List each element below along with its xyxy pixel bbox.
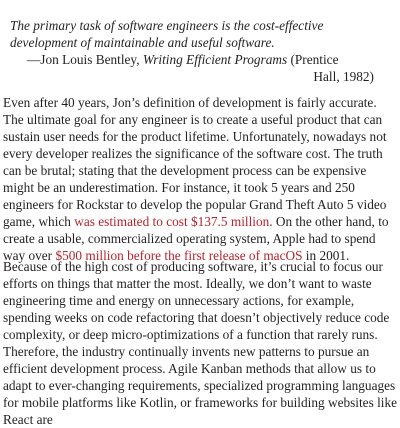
- cost-estimate-link[interactable]: was estimated to cost $137.5 million: [74, 214, 270, 229]
- paragraph-1-text-2: . On the other hand, to create a usable, commercialized operating system, Apple had to spend way over: [3, 214, 389, 263]
- epigraph-attribution: [10, 51, 386, 85]
- attribution-line: [10, 51, 386, 68]
- body-paragraph-2: [3, 258, 399, 428]
- attribution-publisher-close: Hall, 1982): [313, 69, 374, 84]
- epigraph: [10, 17, 382, 51]
- macos-cost-link[interactable]: $500 million before the first release of macOS: [55, 248, 303, 263]
- paragraph-1-text-1: Even after 40 years, Jon’s definition of development is fairly accurate. The ultimate goal for any engineer is to create a useful product that can sustain user needs for the product lifetime. Unfortunately, nowadays not every developer realizes the significance of the software cost. The truth can be brutal; stating that the development process can be expensive might be an underestimation. For instance, it took 5 years and 250 engineers for Rockstar to develop the popular Grand Theft Auto 5 video game, which: [3, 95, 387, 229]
- attribution-author: —Jon Louis Bentley,: [27, 52, 143, 67]
- paragraph-2-text: Because of the high cost of producing software, it’s crucial to focus our efforts on things that matter the most. Ideally, we don’t want to waste engineering time and energy on unnecessary actions, for example, spending weeks on code refactoring that doesn’t objectively reduce code complexity, or deep micro-optimizations of a function that rarely runs. Therefore, the industry continually invents new patterns to pursue an efficient development process. Agile Kanban methods that allow us to adapt to ever-changing requirements, specialized programming languages for mobile platforms like Kotlin, or frameworks for building websites like React are: [3, 259, 398, 427]
- attribution-publisher-open: (Prentice: [287, 52, 339, 67]
- body-paragraph-1: [3, 94, 399, 264]
- epigraph-quote: The primary task of software engineers is the cost-effective development of maintainable and useful software.: [10, 18, 324, 50]
- paragraph-1-text-3: in 2001.: [302, 248, 350, 263]
- attribution-book-title: Writing Efficient Programs: [142, 52, 288, 67]
